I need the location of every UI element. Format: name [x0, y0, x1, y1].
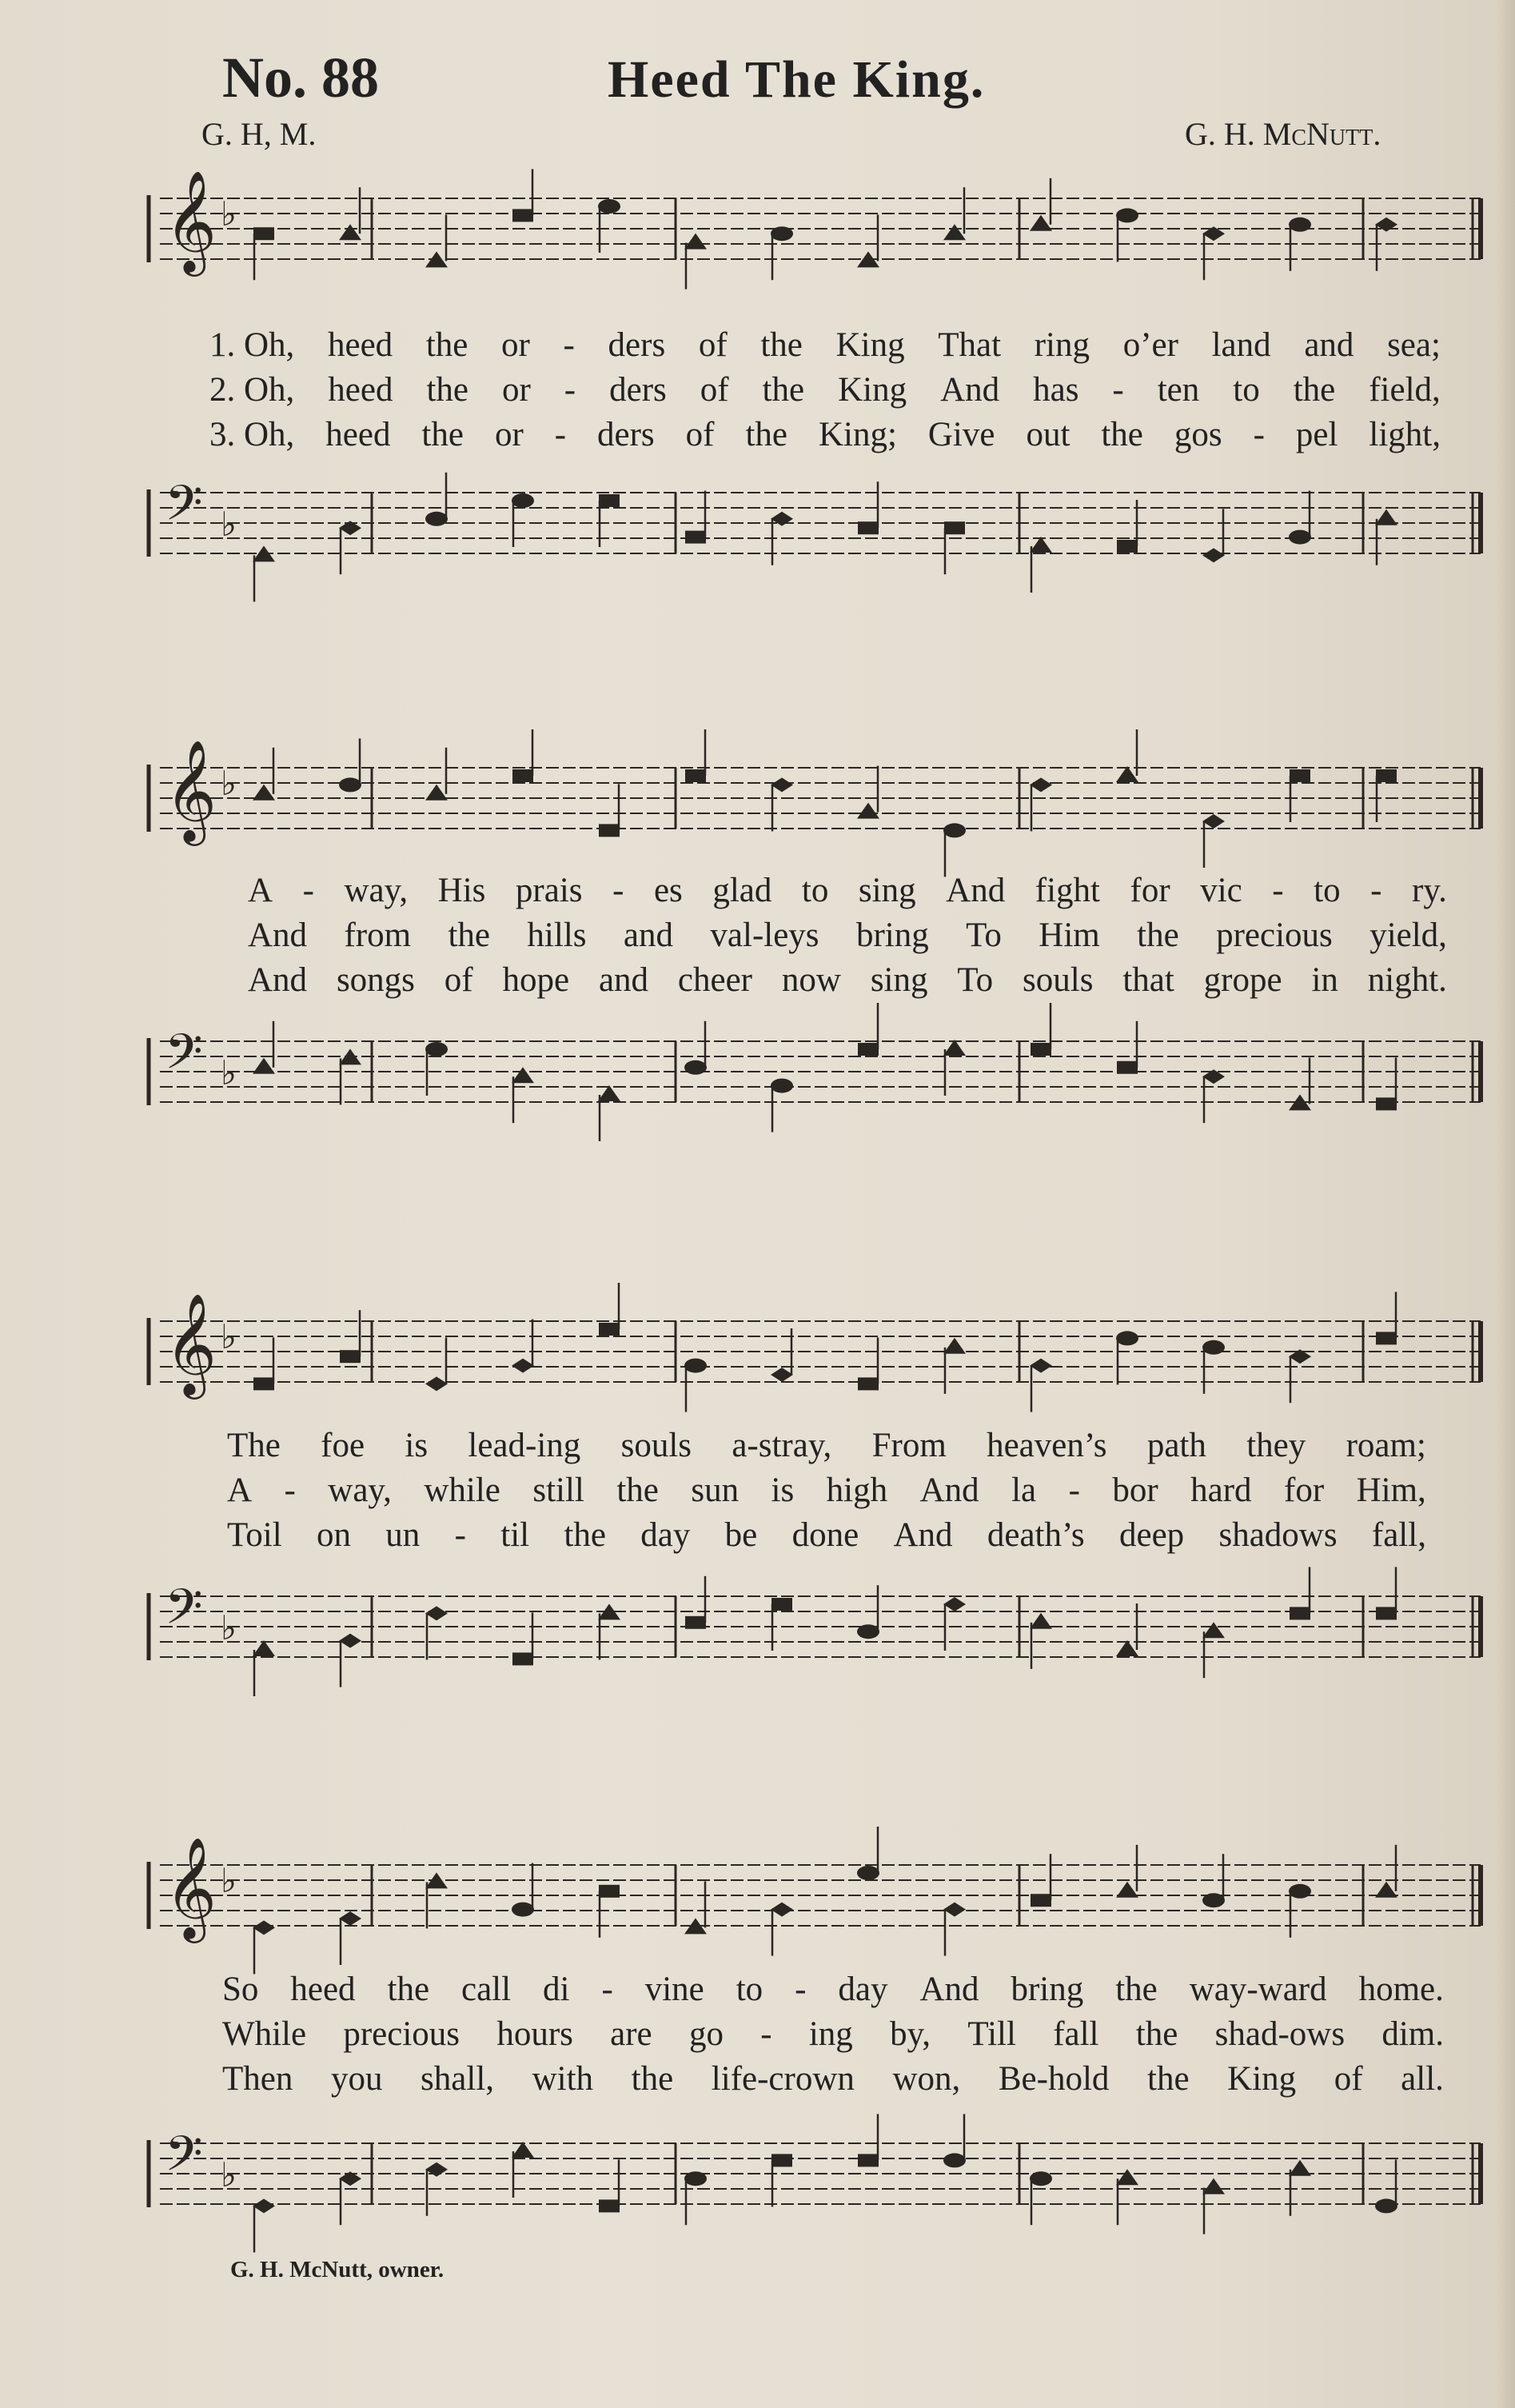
lyric-word: -: [1112, 371, 1124, 409]
lyric-word: A: [227, 1472, 253, 1509]
lyric-word: the: [426, 371, 468, 409]
lyric-word: glad: [712, 872, 772, 909]
lyric-word: King: [835, 326, 905, 364]
lyric-word: -: [601, 1971, 613, 2008]
note-head: [1289, 2160, 1311, 2176]
note-head: [599, 2199, 620, 2212]
lyric-word: in: [1311, 961, 1338, 999]
lyric-word: sing: [858, 872, 916, 909]
lyric-word: shall,: [421, 2060, 495, 2098]
lyric-word: To: [966, 916, 1002, 954]
lyric-word: of: [444, 961, 473, 999]
lyric-word: the: [616, 1472, 659, 1509]
lyric-word: fight: [1035, 872, 1100, 909]
lyric-word: precious: [343, 2015, 460, 2053]
lyric-word: hours: [496, 2015, 573, 2053]
lyric-word: shadows: [1218, 1516, 1338, 1554]
lyric-word: His: [437, 872, 486, 909]
lyric-word: go: [688, 2015, 724, 2053]
lyric-word: the: [1137, 916, 1179, 954]
treble-clef-icon: 𝄞: [165, 1836, 217, 1939]
lyric-word: is: [405, 1427, 429, 1464]
lyric-word: be: [724, 1516, 758, 1554]
lyric-word: heaven’s: [987, 1427, 1107, 1464]
lyric-word: the: [1101, 416, 1143, 453]
lyric-word: out: [1026, 416, 1070, 453]
lyric-word: day: [838, 1971, 888, 2008]
lyric-word: the: [760, 326, 803, 364]
note-head: [339, 2171, 361, 2186]
lyric-word: field,: [1369, 371, 1441, 409]
lyric-word: night.: [1367, 961, 1447, 999]
note-head: [943, 2153, 966, 2167]
lyric-word: -: [302, 872, 314, 909]
lyric-word: -: [454, 1516, 466, 1554]
lyric-word: ing: [808, 2015, 853, 2053]
lyric-word: of: [1334, 2060, 1363, 2098]
copyright-note: G. H. McNutt, owner.: [230, 2257, 445, 2282]
lyric-word: And: [946, 872, 1006, 909]
lyric-word: by,: [890, 2015, 931, 2053]
flat-icon: ♭: [221, 1317, 237, 1356]
lyric-word: to: [801, 872, 829, 909]
lyric-word: And: [919, 1472, 979, 1509]
lyric-word: -: [1068, 1472, 1080, 1509]
treble-clef-icon: 𝄞: [165, 739, 217, 841]
lyric-word: the: [425, 326, 468, 364]
lyric-word: o’er: [1122, 326, 1178, 364]
lyric-word: has: [1033, 371, 1079, 409]
lyric-word: sea;: [1387, 326, 1441, 364]
treble-clef-icon: 𝄞: [165, 170, 217, 272]
lyric-word: to: [1233, 371, 1260, 409]
lyric-word: hills: [527, 916, 587, 954]
lyric-word: -: [1370, 872, 1382, 909]
note-head: [1030, 2171, 1052, 2186]
lyric-word: And: [893, 1516, 953, 1554]
lyric-word: all.: [1401, 2060, 1444, 2098]
lyric-word: -: [564, 371, 576, 409]
lyric-word: of: [700, 371, 729, 409]
lyric-word: Him: [1039, 916, 1100, 954]
lyric-word: -: [760, 2015, 772, 2053]
lyric-word: And: [248, 961, 308, 999]
note-head: [1202, 2178, 1225, 2194]
lyric-word: path: [1146, 1427, 1206, 1464]
lyric-word: la: [1011, 1472, 1037, 1509]
lyric-word: heed: [327, 326, 393, 364]
lyric-word: the: [1293, 371, 1336, 409]
lyric-word: King;: [818, 416, 897, 453]
hymn-number: No. 88: [222, 46, 379, 110]
flat-icon: ♭: [221, 2155, 237, 2194]
lyric-word: of: [685, 416, 715, 453]
lyric-word: val-leys: [710, 916, 819, 954]
lyric-word: now: [781, 961, 841, 999]
lyric-word: grope: [1203, 961, 1282, 999]
lyric-word: is: [771, 1472, 795, 1509]
lyric-word: the: [421, 416, 464, 453]
lyric-word: or: [501, 326, 530, 364]
lyric-word: they: [1246, 1427, 1306, 1464]
lyric-word: The: [227, 1427, 281, 1464]
lyric-word: foe: [321, 1427, 365, 1464]
bass-clef-icon: 𝄢: [165, 1579, 203, 1647]
lyric-word: yield,: [1369, 916, 1447, 954]
lyric-word: To: [957, 961, 994, 999]
lyric-word: vic: [1200, 872, 1242, 909]
lyric-word: -: [795, 1971, 807, 2008]
lyric-word: ders: [597, 416, 655, 453]
lyric-word: way-ward: [1189, 1971, 1327, 2008]
lyric-word: ring: [1034, 326, 1090, 364]
lyric-word: light,: [1369, 416, 1441, 453]
bass-clef-icon: 𝄢: [165, 1024, 203, 1092]
note-head: [1375, 2198, 1397, 2213]
flat-icon: ♭: [221, 1053, 237, 1092]
lyric-word: and: [598, 961, 649, 999]
lyric-word: roam;: [1346, 1427, 1426, 1464]
note-head: [253, 2198, 275, 2213]
lyric-word: Then: [222, 2060, 293, 2098]
lyric-word: the: [762, 371, 805, 409]
lyric-word: or: [494, 416, 524, 453]
lyric-word: Toil: [227, 1516, 282, 1554]
note-head: [1116, 2169, 1138, 2185]
lyric-word: the: [564, 1516, 606, 1554]
flat-icon: ♭: [221, 505, 237, 544]
lyric-word: death’s: [987, 1516, 1085, 1554]
lyric-word: til: [500, 1516, 530, 1554]
lyric-word: shad-ows: [1214, 2015, 1346, 2053]
lyric-word: are: [610, 2015, 652, 2053]
lyric-word: to: [1314, 872, 1341, 909]
lyric-word: sing: [870, 961, 928, 999]
lyric-word: high: [826, 1472, 888, 1509]
lyric-word: And: [940, 371, 1000, 409]
lyric-word: land: [1211, 326, 1271, 364]
flat-icon: ♭: [221, 764, 237, 803]
lyric-word: heed: [325, 416, 391, 453]
lyric-word: way,: [328, 1472, 392, 1509]
lyric-word: fall,: [1371, 1516, 1426, 1554]
lyric-word: that: [1122, 961, 1174, 999]
lyric-word: -: [1253, 416, 1265, 453]
lyric-word: for: [1130, 872, 1170, 909]
lyric-word: gos: [1174, 416, 1222, 453]
lyric-word: ry.: [1412, 872, 1447, 909]
lyric-word: prais: [515, 872, 583, 909]
lyric-word: di: [543, 1971, 570, 2008]
lyric-word: still: [532, 1472, 584, 1509]
lyric-word: So: [222, 1971, 259, 2008]
lyric-word: the: [631, 2060, 674, 2098]
lyric-word: ten: [1157, 371, 1200, 409]
lyric-word: 3. Oh,: [209, 416, 295, 453]
lyric-word: 2. Oh,: [209, 371, 295, 409]
lyric-word: call: [461, 1971, 512, 2008]
lyric-word: home.: [1358, 1971, 1444, 2008]
lyric-word: on: [316, 1516, 351, 1554]
lyric-word: souls: [620, 1427, 692, 1464]
lyric-word: -: [554, 416, 567, 453]
lyric-word: While: [222, 2015, 307, 2053]
lyric-word: to: [736, 1971, 763, 2008]
lyric-word: And: [248, 916, 308, 954]
lyric-word: the: [745, 416, 787, 453]
lyric-word: fall: [1053, 2015, 1099, 2053]
lyric-word: day: [640, 1516, 691, 1554]
flat-icon: ♭: [221, 1861, 237, 1900]
lyric-word: the: [1135, 2015, 1178, 2053]
note-head: [771, 2154, 792, 2166]
lyric-word: And: [919, 1971, 979, 2008]
lyric-word: precious: [1216, 916, 1333, 954]
lyric-word: hope: [502, 961, 570, 999]
lyric-word: the: [1147, 2060, 1190, 2098]
note-head: [858, 2154, 879, 2166]
lyric-word: -: [563, 326, 575, 364]
lyric-word: souls: [1023, 961, 1094, 999]
lyric-word: heed: [290, 1971, 356, 2008]
lyric-word: heed: [328, 371, 393, 409]
lyric-word: cheer: [677, 961, 752, 999]
lyric-word: -: [1272, 872, 1284, 909]
lyric-word: a-stray,: [732, 1427, 832, 1464]
lyric-word: lead-ing: [468, 1427, 581, 1464]
lyric-word: you: [330, 2060, 383, 2098]
lyric-word: Give: [927, 416, 995, 453]
lyric-word: That: [938, 326, 1002, 364]
lyric-word: life-crown: [711, 2060, 855, 2098]
lyric-word: deep: [1118, 1516, 1185, 1554]
words-credit: G. H, M.: [201, 116, 317, 152]
lyric-word: ders: [608, 326, 666, 364]
treble-clef-icon: 𝄞: [165, 1292, 217, 1395]
bass-clef-icon: 𝄢: [165, 475, 203, 544]
note-head: [684, 2171, 707, 2186]
lyric-word: ders: [609, 371, 667, 409]
lyric-word: dim.: [1381, 2015, 1444, 2053]
note-head: [425, 2162, 448, 2177]
lyric-word: King: [838, 371, 907, 409]
lyric-word: from: [344, 916, 412, 954]
lyric-word: with: [532, 2060, 594, 2098]
lyric-word: the: [448, 916, 491, 954]
lyric-word: pel: [1295, 416, 1338, 453]
lyric-word: Be-hold: [998, 2060, 1110, 2098]
lyric-word: the: [387, 1971, 430, 2008]
lyric-word: done: [791, 1516, 859, 1554]
lyric-word: won,: [892, 2060, 961, 2098]
flat-icon: ♭: [221, 194, 237, 234]
lyric-word: -: [612, 872, 624, 909]
hymn-title: Heed The King.: [608, 50, 986, 109]
flat-icon: ♭: [221, 1608, 237, 1647]
lyric-word: es: [653, 872, 683, 909]
lyric-word: From: [871, 1427, 947, 1464]
lyric-word: King: [1227, 2060, 1297, 2098]
lyric-word: hard: [1190, 1472, 1252, 1509]
lyric-word: for: [1284, 1472, 1325, 1509]
lyric-word: A: [248, 872, 273, 909]
lyric-word: the: [1115, 1971, 1158, 2008]
lyric-word: and: [1304, 326, 1354, 364]
lyric-word: Him,: [1356, 1472, 1426, 1509]
lyric-word: of: [698, 326, 728, 364]
lyric-word: and: [623, 916, 673, 954]
lyric-word: vine: [644, 1971, 704, 2008]
lyric-word: way,: [344, 872, 409, 909]
lyric-word: 1. Oh,: [209, 326, 295, 364]
lyric-word: Till: [967, 2015, 1016, 2053]
lyric-word: -: [284, 1472, 296, 1509]
bass-clef-icon: 𝄢: [165, 2126, 203, 2194]
lyric-word: sun: [691, 1472, 740, 1509]
lyric-word: un: [385, 1516, 421, 1554]
lyric-word: or: [501, 371, 531, 409]
music-credit: G. H. McNutt.: [1185, 116, 1381, 152]
lyric-word: bring: [855, 916, 929, 954]
lyric-word: bring: [1011, 1971, 1084, 2008]
lyric-word: songs: [336, 961, 415, 999]
lyric-word: bor: [1112, 1472, 1158, 1509]
lyric-word: while: [424, 1472, 500, 1509]
